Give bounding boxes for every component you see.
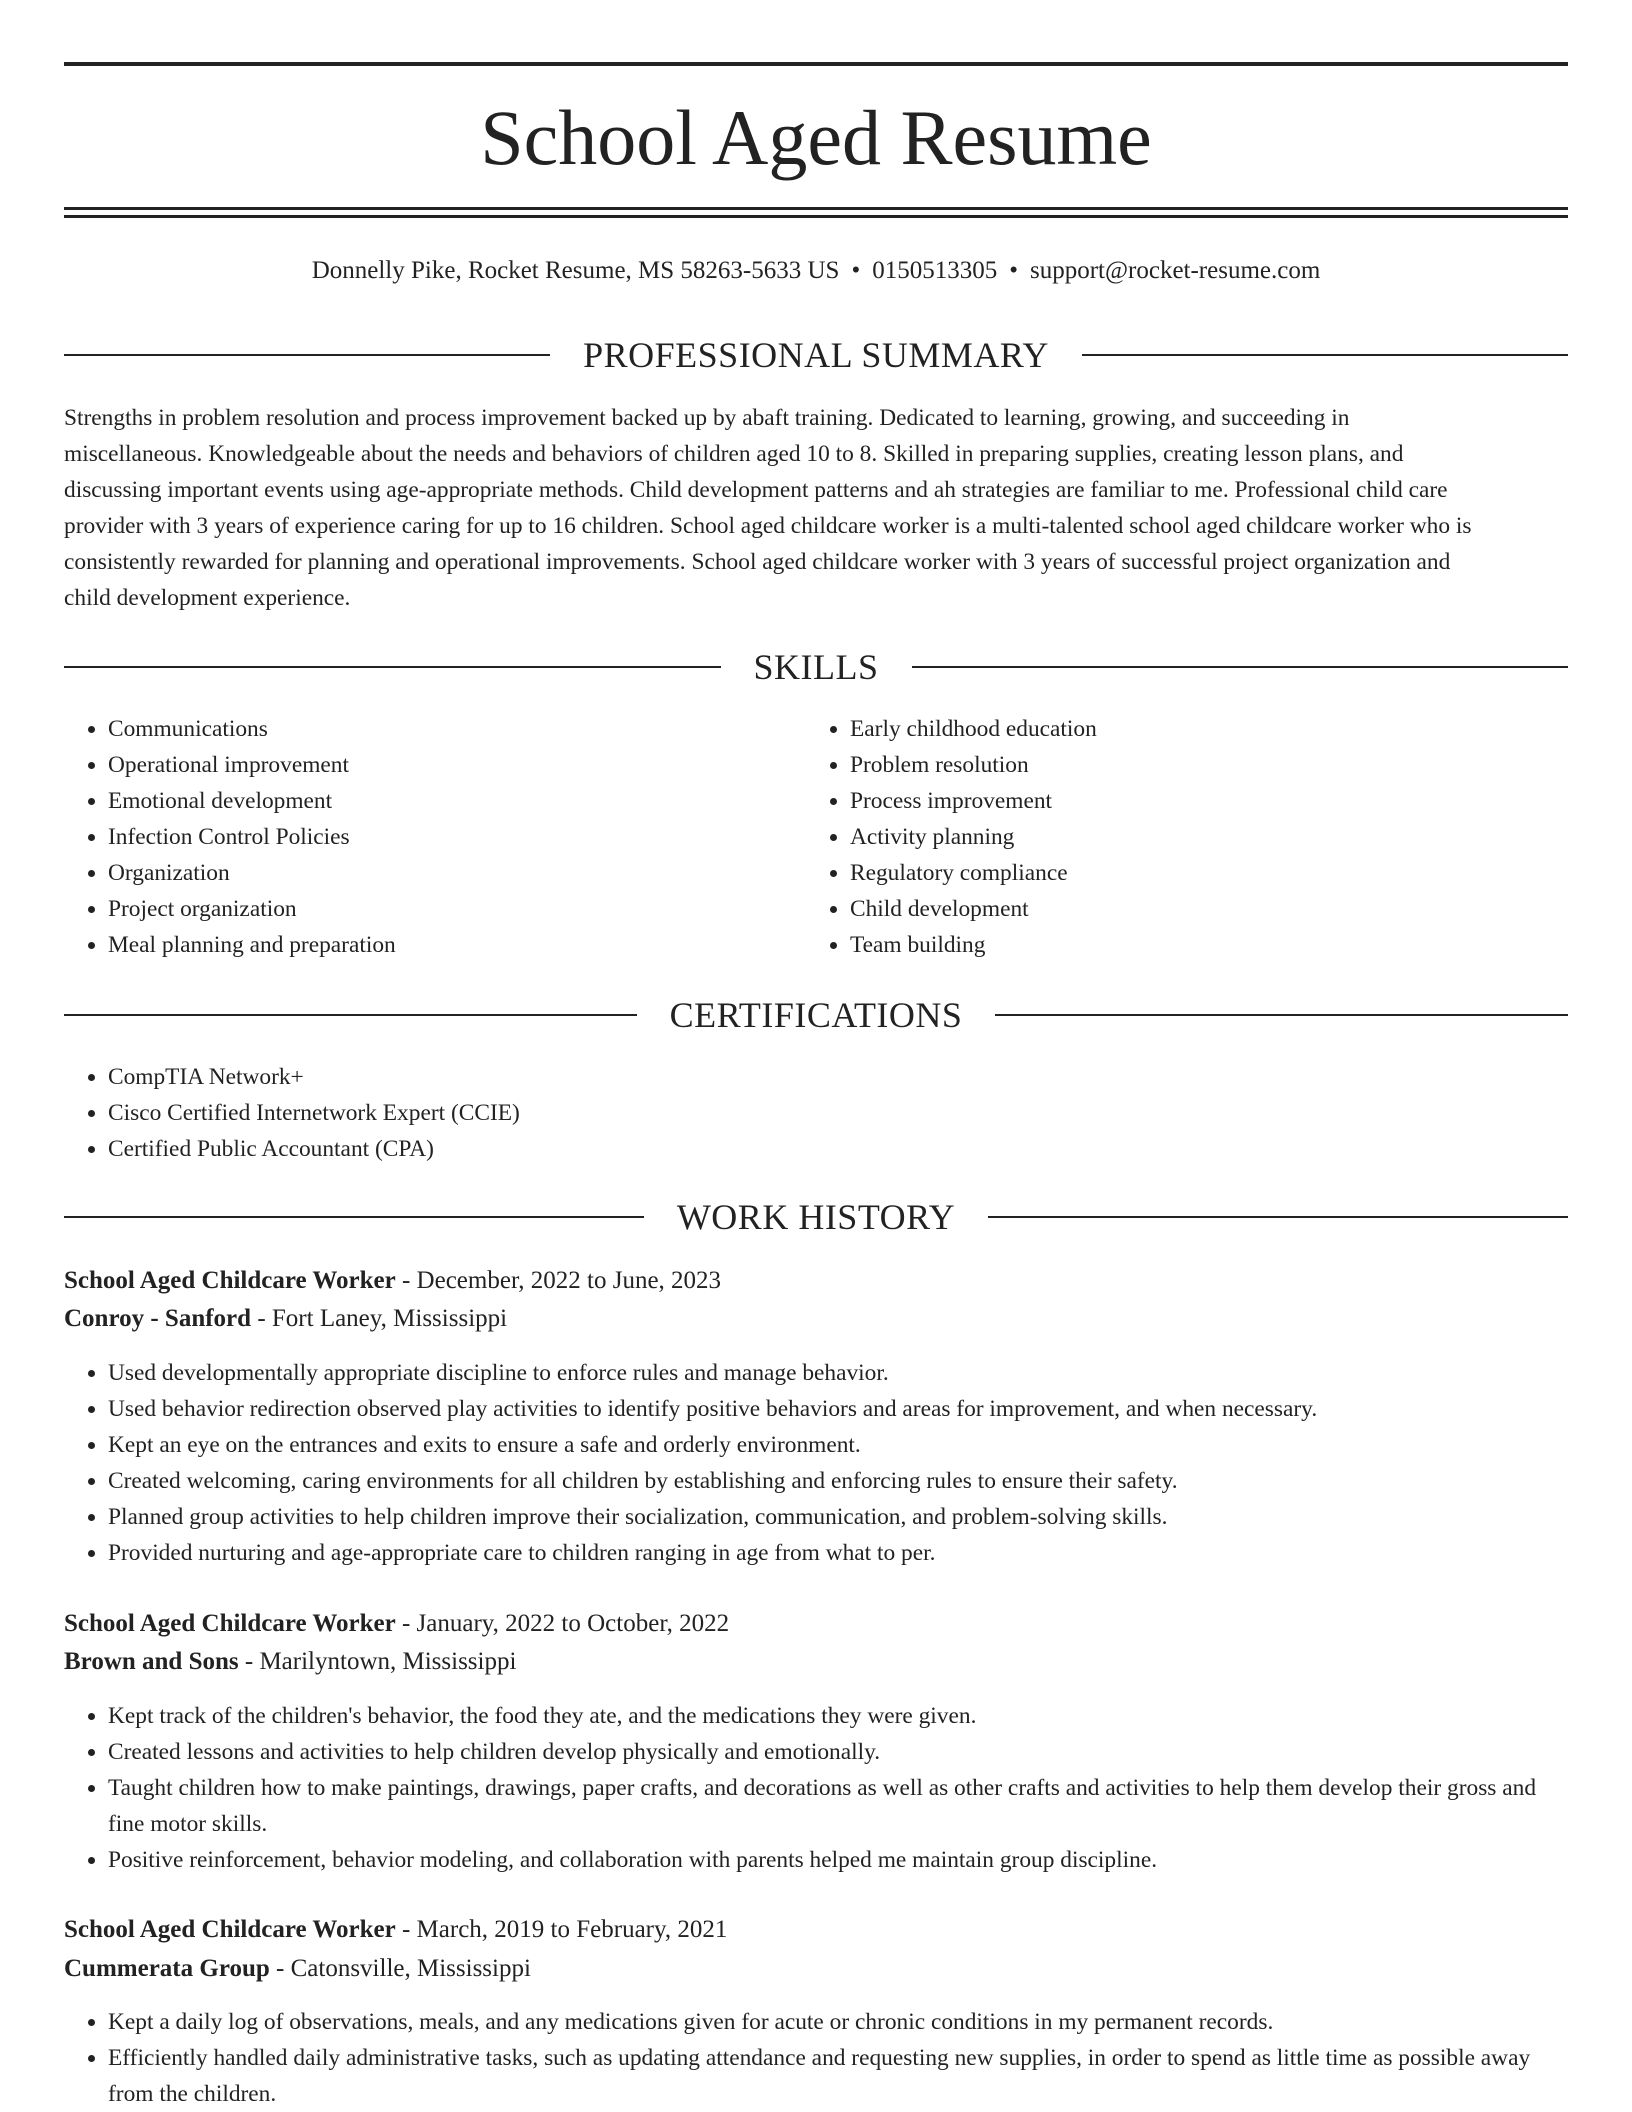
contact-line [64, 254, 1568, 288]
job-title-line [64, 1911, 1568, 1949]
header-rule-lower [64, 215, 1568, 218]
job-bullet: • Taught children how to make paintings, drawings, paper crafts, and decorations as well as other crafts and activities to help them develop their gross and fine motor skills. [108, 1770, 1568, 1842]
job-company-line [64, 1300, 1568, 1338]
job-bullet: • Planned group activities to help children improve their socialization, communication, and problem-solving skills. [108, 1499, 1568, 1535]
heading-rule-right [995, 1014, 1568, 1016]
work-heading-label: WORK HISTORY [676, 1197, 956, 1237]
job-location: - Catonsville, Mississippi [269, 1955, 531, 1982]
job-bullet: • Created lessons and activities to help children develop physically and emotionally. [108, 1734, 1568, 1770]
contact-separator: • [1009, 257, 1018, 284]
job-bullet: • Kept track of the children's behavior, the food they ate, and the medications they were given. [108, 1698, 1568, 1734]
job-title: School Aged Childcare Worker [64, 1916, 396, 1943]
job-company-line [64, 1950, 1568, 1988]
job-dates: - March, 2019 to February, 2021 [395, 1916, 728, 1943]
summary-line: child development experience. [64, 585, 351, 611]
skills-list-left [64, 711, 808, 963]
certifications-list [64, 1059, 1568, 1167]
skill-item: • Meal planning and preparation [108, 927, 808, 963]
job-bullets [64, 1698, 1568, 1878]
summary-heading-label: PROFESSIONAL SUMMARY [583, 335, 1049, 375]
job-bullets [64, 2004, 1568, 2112]
job-title: School Aged Childcare Worker [64, 1610, 396, 1637]
skill-item: • Activity planning [850, 819, 1550, 855]
job-title-line [64, 1262, 1568, 1300]
job-bullet: • Efficiently handled daily administrative tasks, such as updating attendance and requesting new supplies, in order to spend as little time as possible away from the children. [108, 2040, 1568, 2112]
skill-item: • Child development [850, 891, 1550, 927]
skill-item: • Infection Control Policies [108, 819, 808, 855]
job-company: Conroy - Sanford [64, 1305, 252, 1332]
summary-line: miscellaneous. Knowledgeable about the needs and behaviors of children aged 10 to 8. Skilled in preparing supplies, creating lesson plans, and [64, 441, 1404, 467]
skill-item: • Operational improvement [108, 747, 808, 783]
contact-separator: • [851, 257, 861, 284]
job-company-line [64, 1643, 1568, 1681]
certifications-heading [64, 993, 1568, 1037]
work-heading [64, 1195, 1568, 1239]
candidate-name: School Aged Resume [480, 94, 1152, 181]
top-rule [64, 62, 1568, 66]
job-title: School Aged Childcare Worker [64, 1267, 396, 1294]
skill-item: • Early childhood education [850, 711, 1550, 747]
summary-line: provider with 3 years of experience caring for up to 16 children. School aged childcare worker is a multi-talented school aged childcare worker who is [64, 513, 1472, 539]
skills-heading-label: SKILLS [753, 647, 879, 687]
skill-item: • Team building [850, 927, 1550, 963]
heading-rule-left [64, 354, 550, 356]
certifications-heading-label: CERTIFICATIONS [669, 995, 963, 1035]
skill-item: • Project organization [108, 891, 808, 927]
job-dates: - January, 2022 to October, 2022 [395, 1610, 730, 1637]
job-bullet: • Created welcoming, caring environments for all children by establishing and enforcing rules to ensure their safety. [108, 1463, 1568, 1499]
summary-line: Strengths in problem resolution and process improvement backed up by abaft training. Dedicated to learning, growing, and succeeding in [64, 405, 1350, 431]
summary-heading [64, 333, 1568, 377]
job-bullet: • Positive reinforcement, behavior modeling, and collaboration with parents helped me maintain group discipline. [108, 1842, 1568, 1878]
heading-rule-left [64, 1216, 644, 1218]
job-bullet: • Used behavior redirection observed play activities to identify positive behaviors and areas for improvement, and when necessary. [108, 1391, 1568, 1427]
job-location: - Fort Laney, Mississippi [251, 1305, 508, 1332]
job-company: Brown and Sons [64, 1648, 239, 1675]
job-bullet: • Kept a daily log of observations, meals, and any medications given for acute or chronic conditions in my permanent records. [108, 2004, 1568, 2040]
job-title-line [64, 1605, 1568, 1643]
skill-item: • Process improvement [850, 783, 1550, 819]
job-bullet: • Provided nurturing and age-appropriate care to children ranging in age from what to per. [108, 1535, 1568, 1571]
job-location: - Marilyntown, Mississippi [238, 1648, 517, 1675]
job-bullet: • Used developmentally appropriate discipline to enforce rules and manage behavior. [108, 1355, 1568, 1391]
skills-heading [64, 645, 1568, 689]
skill-item: • Organization [108, 855, 808, 891]
summary-line: discussing important events using age-appropriate methods. Child development patterns and ah strategies are familiar to me. Professional child care [64, 477, 1448, 503]
contact-email: support@rocket-resume.com [1030, 257, 1321, 284]
job-bullet: • Kept an eye on the entrances and exits to ensure a safe and orderly environment. [108, 1427, 1568, 1463]
summary-text [64, 400, 1568, 616]
heading-rule-right [912, 666, 1569, 668]
skill-item: • Regulatory compliance [850, 855, 1550, 891]
certification-item: • CompTIA Network+ [108, 1059, 1568, 1095]
header-rule-upper [64, 207, 1568, 210]
job-bullets [64, 1355, 1568, 1571]
certification-item: • Cisco Certified Internetwork Expert (CCIE) [108, 1095, 1568, 1131]
contact-address: Donnelly Pike, Rocket Resume, MS 58263-5633 US [311, 257, 840, 284]
heading-rule-left [64, 666, 721, 668]
heading-rule-right [1082, 354, 1568, 356]
job-dates: - December, 2022 to June, 2023 [395, 1267, 722, 1294]
heading-rule-left [64, 1014, 637, 1016]
contact-phone: 0150513305 [872, 257, 998, 284]
summary-line: consistently rewarded for planning and operational improvements. School aged childcare worker with 3 years of successful project organization and [64, 549, 1451, 575]
skill-item: • Communications [108, 711, 808, 747]
skills-list-right [806, 711, 1550, 963]
skill-item: • Problem resolution [850, 747, 1550, 783]
certification-item: • Certified Public Accountant (CPA) [108, 1131, 1568, 1167]
skill-item: • Emotional development [108, 783, 808, 819]
job-company: Cummerata Group [64, 1955, 270, 1982]
heading-rule-right [988, 1216, 1568, 1218]
